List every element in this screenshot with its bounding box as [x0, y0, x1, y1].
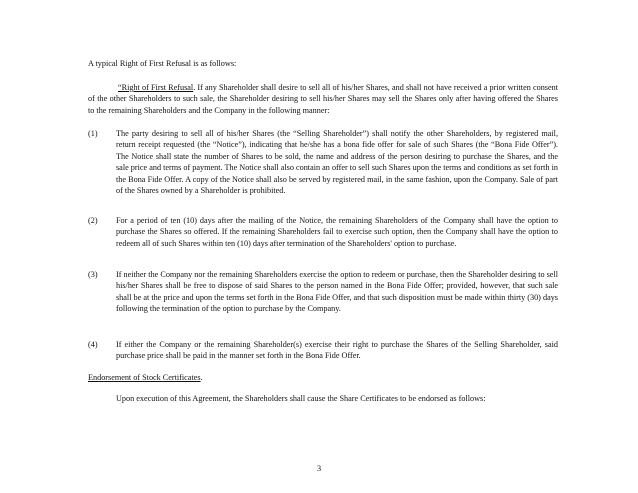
item-number: (2)	[88, 216, 98, 225]
item-number: (1)	[88, 129, 98, 138]
item-text: If neither the Company nor the remaining Shareholders exercise the option to redeem or purchase, then the Shareholder desiring to sell his/her Shares shall be free to dispose of said Shares to the person named in the Bona Fide Offer; provided, however, that such sale shall be at the price and upon the terms set forth in the Bona Fide Offer, and that such disposition must be made within thirty (30) days following the termination of the option to purchase by the Company.	[116, 270, 558, 314]
item-number: (4)	[88, 340, 98, 349]
item-number: (3)	[88, 270, 98, 279]
rofr-paragraph	[88, 82, 558, 116]
list-item	[88, 339, 558, 362]
section-heading	[88, 372, 558, 383]
intro-text: A typical Right of First Refusal is as follows:	[88, 59, 237, 68]
final-paragraph: Upon execution of this Agreement, the Shareholders shall cause the Share Certificates to be endorsed as follows:	[116, 394, 486, 403]
rofr-title-end: .	[193, 83, 196, 92]
heading-end: .	[200, 373, 203, 382]
heading-text: Endorsement of Stock Certificates	[88, 373, 201, 382]
item-text: If either the Company or the remaining Shareholder(s) exercise their right to purchase the Shares of the Selling Shareholder, said purchase price shall be paid in the manner set forth in the Bona Fide Offer.	[116, 340, 558, 361]
list-item	[88, 269, 558, 315]
rofr-text: If any Shareholder shall desire to sell all of his/her Shares, and shall not have received a prior written consent of the other Shareholders to such sale, the Shareholder desiring to sell his/her Shares may sell the Shares only after having offered the Shares to the remaining Shareholders and the Company in the following manner:	[88, 83, 558, 115]
rofr-title: “Right of First Refusal	[118, 83, 194, 92]
item-text: For a period of ten (10) days after the mailing of the Notice, the remaining Shareholders of the Company shall have the option to purchase the Shares so offered. If the remaining Shareholders fail to exercise such option, then the Company shall have the option to redeem all of such Shares within ten (10) days after termination of the Shareholders' option to purchase.	[116, 216, 558, 248]
list-item	[88, 128, 558, 196]
page-number: 3	[316, 464, 322, 473]
list-item	[88, 215, 558, 249]
item-text: The party desiring to sell all of his/her Shares (the “Selling Shareholder”) shall notify the other Shareholders, by registered mail, return receipt requested (the “Notice”), indicating that he/she has a bona fide offer for sale of such Shares (the “Bona Fide Offer”). The Notice shall state the number of Shares to be sold, the name and address of the person desiring to purchase the Shares, and the sale price and terms of payment. The Notice shall also contain an offer to sell such Shares upon the terms and conditions as set forth in the Bona Fide Offer. A copy of the Notice shall also be served by registered mail, in the same fashion, upon the Company. Sale of part of the Shares owned by a Shareholder is prohibited.	[116, 129, 558, 196]
